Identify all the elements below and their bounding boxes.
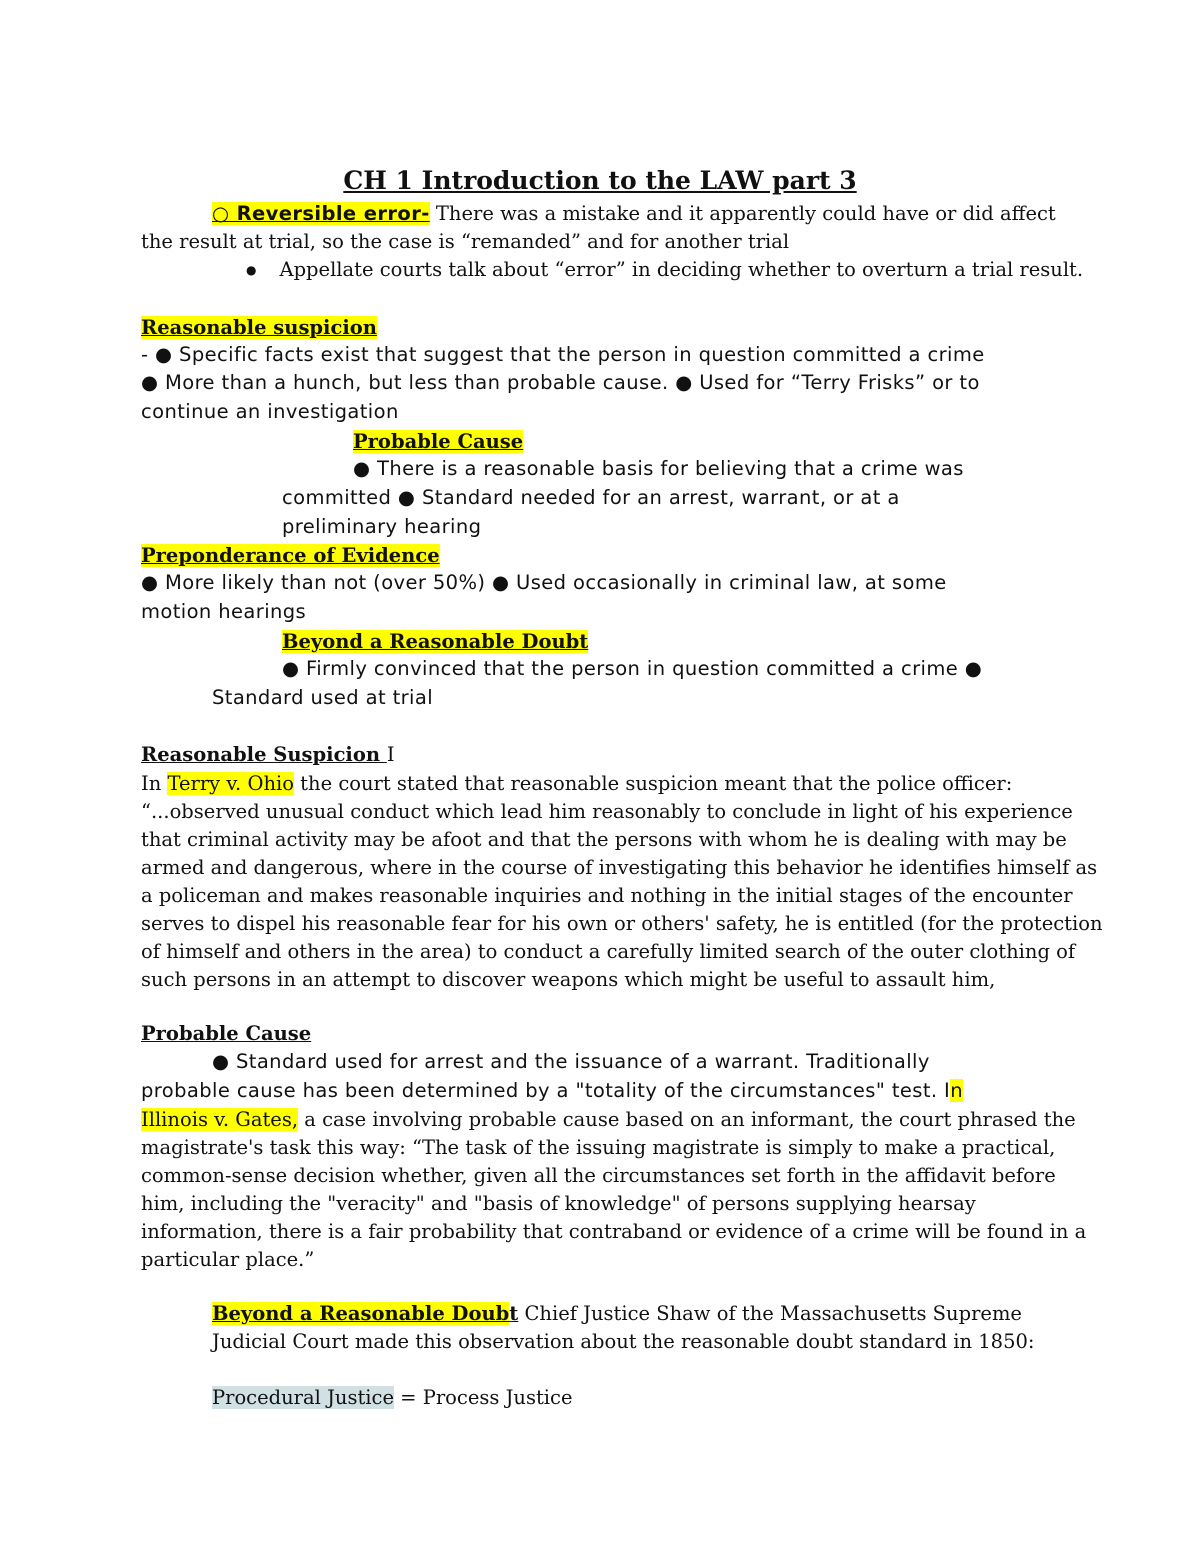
reversible-error-term: ○ Reversible error- — [212, 202, 430, 225]
pc-section-paragraph-line: particular place.” — [141, 1248, 315, 1271]
probable-cause-line3: preliminary hearing — [282, 515, 482, 538]
pc-section-paragraph-line: magistrate's task this way: “The task of the issuing magistrate is simply to make a practical, — [141, 1136, 1056, 1159]
preponderance-line2: motion hearings — [141, 600, 307, 623]
reasonable-suspicion-heading: Reasonable suspicion — [141, 316, 377, 339]
pc-section-line1: ● Standard used for arrest and the issuance of a warrant. Traditionally — [212, 1050, 930, 1073]
pc-section-heading: Probable Cause — [141, 1022, 312, 1045]
rs-section-heading: Reasonable Suspicion I — [141, 743, 395, 766]
brd-section-line2: Judicial Court made this observation about the reasonable doubt standard in 1850: — [212, 1330, 1035, 1353]
brd-section-heading: Beyond a Reasonable Doub — [212, 1302, 510, 1325]
brd-section-line1: Beyond a Reasonable Doubt Chief Justice Shaw of the Massachusetts Supreme — [212, 1302, 1022, 1325]
pc-section-line2: probable cause has been determined by a "totality of the circumstances" test. In — [141, 1079, 963, 1102]
rs-section-paragraph-line: a policeman and makes reasonable inquiries and nothing in the initial stages of the encounter — [141, 884, 1073, 907]
pc-section-paragraph-line: him, including the "veracity" and "basis of knowledge" of persons supplying hearsay — [141, 1192, 976, 1215]
rs-section-paragraph-line: that criminal activity may be afoot and that the persons with whom he is dealing with may be — [141, 828, 1067, 851]
page-title: CH 1 Introduction to the LAW part 3 — [343, 166, 857, 195]
beyond-reasonable-doubt-line1: ● Firmly convinced that the person in question committed a crime ● — [282, 657, 983, 680]
preponderance-line1: ● More likely than not (over 50%) ● Used occasionally in criminal law, at some — [141, 571, 947, 594]
reversible-error-line2: the result at trial, so the case is “remanded” and for another trial — [141, 230, 790, 253]
probable-cause-line2: committed ● Standard needed for an arrest, warrant, or at a — [282, 486, 900, 509]
beyond-reasonable-doubt-heading: Beyond a Reasonable Doubt — [282, 630, 589, 653]
reversible-error-text: There was a mistake and it apparently could have or did affect — [429, 202, 1056, 225]
reasonable-suspicion-line1: - ● Specific facts exist that suggest that the person in question committed a crime — [141, 343, 985, 366]
pc-section-paragraph-line: information, there is a fair probability that contraband or evidence of a crime will be found in a — [141, 1220, 1087, 1243]
rs-section-paragraph-line: “...observed unusual conduct which lead him reasonably to conclude in light of his experience — [141, 800, 1073, 823]
bullet-icon: ● — [246, 263, 257, 277]
bullet-text: Appellate courts talk about “error” in deciding whether to overturn a trial result. — [279, 258, 1084, 281]
beyond-reasonable-doubt-line2: Standard used at trial — [212, 686, 434, 709]
probable-cause-line1: ● There is a reasonable basis for believing that a crime was — [353, 457, 964, 480]
procedural-justice-line: Procedural Justice = Process Justice — [212, 1386, 573, 1409]
procedural-justice-term: Procedural Justice — [212, 1386, 394, 1409]
pc-section-line3: Illinois v. Gates, a case involving probable cause based on an informant, the court phrased the — [141, 1108, 1076, 1131]
rs-section-paragraph-line: of himself and others in the area) to conduct a carefully limited search of the outer clothing of — [141, 940, 1076, 963]
pc-section-paragraph-line: common-sense decision whether, given all the circumstances set forth in the affidavit before — [141, 1164, 1056, 1187]
reversible-error-line1 — [212, 199, 1056, 228]
illinois-v-gates: Illinois v. Gates, — [141, 1108, 299, 1131]
terry-v-ohio: Terry v. Ohio — [167, 772, 294, 795]
rs-section-paragraph-line: such persons in an attempt to discover weapons which might be useful to assault him, — [141, 968, 996, 991]
rs-section-paragraph-line: armed and dangerous, where in the course of investigating this behavior he identifies himself as — [141, 856, 1098, 879]
preponderance-heading: Preponderance of Evidence — [141, 544, 440, 567]
rs-section-paragraph-line: serves to dispel his reasonable fear for his own or others' safety, he is entitled (for the protection — [141, 912, 1103, 935]
reasonable-suspicion-line2: ● More than a hunch, but less than probable cause. ● Used for “Terry Frisks” or to — [141, 371, 980, 394]
rs-section-line1: In Terry v. Ohio the court stated that reasonable suspicion meant that the police officer: — [141, 772, 1013, 795]
probable-cause-heading: Probable Cause — [353, 430, 524, 453]
reasonable-suspicion-line3: continue an investigation — [141, 400, 399, 423]
reversible-error-bullet-item — [246, 256, 1083, 284]
